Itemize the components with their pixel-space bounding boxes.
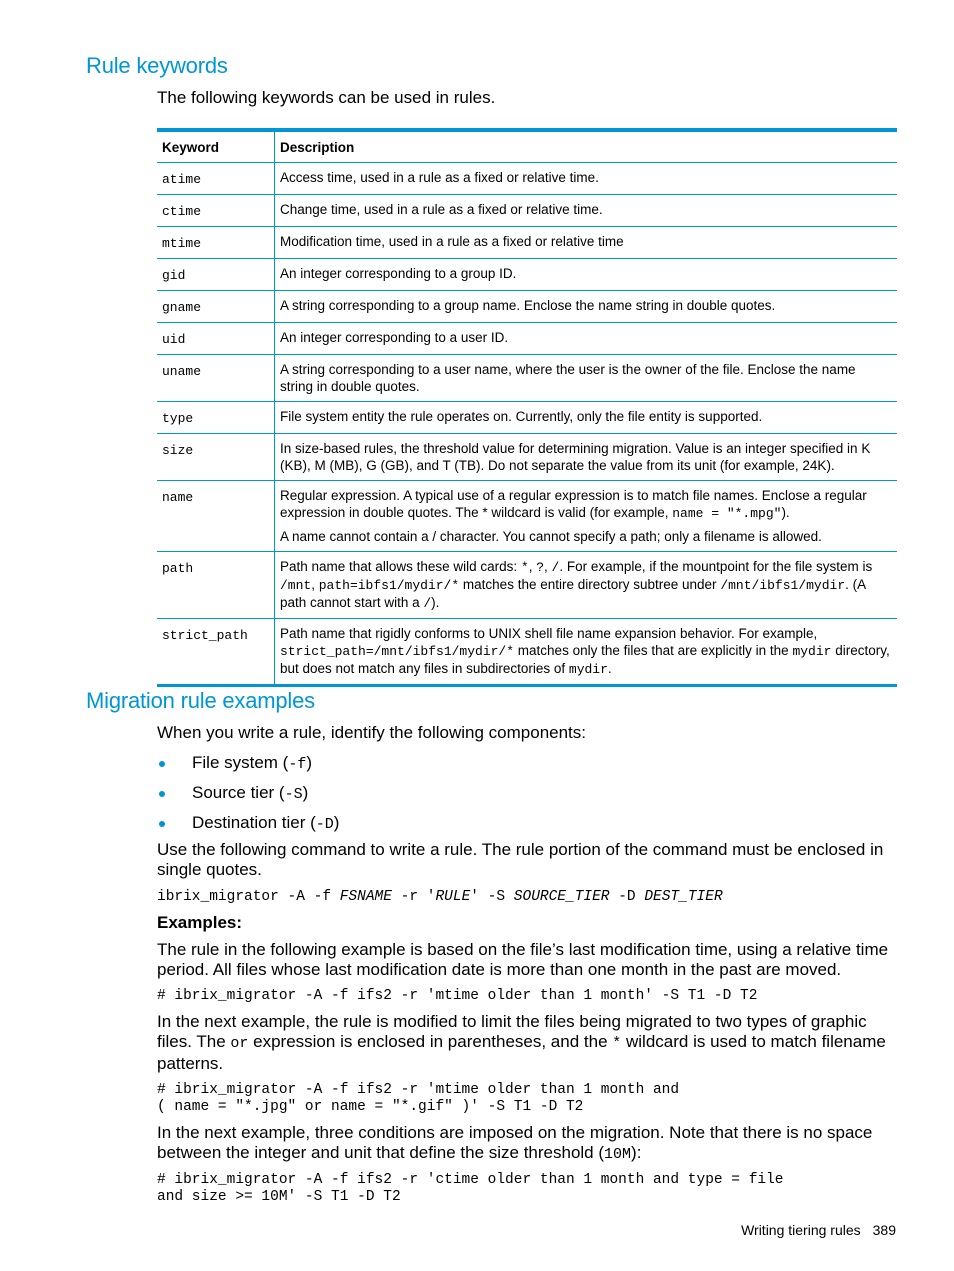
bullet-icon: [159, 791, 165, 797]
inline-code: -S: [284, 786, 303, 803]
description-cell: Modification time, used in a rule as a fixed or relative time: [275, 227, 898, 259]
para-text: wildcard is used to match filename patterns.: [157, 1032, 886, 1073]
keyword-cell: name: [157, 481, 275, 552]
desc-text: directory, but does not match any files in subdirectories of: [280, 643, 890, 676]
desc-text: ,: [528, 559, 537, 574]
table-row: [157, 481, 897, 552]
table-row: [157, 552, 897, 619]
list-item: [157, 752, 339, 782]
description-cell: An integer corresponding to a user ID.: [275, 323, 898, 355]
para-text: expression is enclosed in parentheses, and the: [248, 1032, 613, 1051]
keyword-cell: size: [157, 434, 275, 481]
command-syntax: [157, 889, 723, 906]
section-title-migration-rule-examples: Migration rule examples: [86, 688, 315, 713]
table-row: [157, 355, 897, 402]
syntax-text: -r ': [391, 889, 436, 905]
table-row: [157, 434, 897, 481]
description-cell: A string corresponding to a user name, where the user is the owner of the file. Enclose the name string in double quotes.: [275, 355, 898, 402]
description-cell: [275, 619, 898, 686]
command-intro: Use the following command to write a rule. The rule portion of the command must be enclosed in single quotes.: [157, 840, 884, 879]
syntax-variable: FSNAME: [339, 889, 392, 905]
description-cell: File system entity the rule operates on. Currently, only the file entity is supported.: [275, 402, 898, 434]
footer-section-title: Writing tiering rules: [741, 1222, 861, 1238]
keyword-cell: ctime: [157, 195, 275, 227]
description-cell: Change time, used in a rule as a fixed or relative time.: [275, 195, 898, 227]
keyword-cell: type: [157, 402, 275, 434]
inline-code: mydir: [568, 662, 608, 677]
inline-code: *: [520, 560, 529, 575]
example-1-code: # ibrix_migrator -A -f ifs2 -r 'mtime older than 1 month' -S T1 -D T2: [157, 988, 758, 1004]
description-cell: In size-based rules, the threshold value for determining migration. Value is an integer specified in K (KB), M (MB), G (GB), and T (TB). Do not separate the value from its unit (for example, 24K).: [275, 434, 898, 481]
para-text: In the next example, three conditions are imposed on the migration. Note that there is no space between the integer and unit that define the size threshold (: [157, 1123, 873, 1162]
description-cell: [275, 552, 898, 619]
keyword-cell: gname: [157, 291, 275, 323]
rule-keywords-intro: The following keywords can be used in rules.: [157, 88, 496, 107]
para-text: In the next example, the rule is modified to limit the files being migrated to two types of graphic files. The: [157, 1012, 867, 1051]
inline-code: mydir: [792, 644, 832, 659]
inline-code: 10M: [604, 1146, 632, 1163]
desc-text: matches only the files that are explicitly in the: [514, 643, 793, 658]
description-cell: An integer corresponding to a group ID.: [275, 259, 898, 291]
desc-text: . For example, if the mountpoint for the file system is: [559, 559, 873, 574]
inline-code: -D: [315, 816, 334, 833]
keywords-table: [157, 128, 897, 687]
keyword-cell: strict_path: [157, 619, 275, 686]
components-list: [157, 752, 339, 842]
list-item-text: ): [333, 813, 340, 832]
inline-code: ?: [536, 560, 545, 575]
table-row: [157, 227, 897, 259]
syntax-variable: DEST_TIER: [644, 889, 723, 905]
list-item-text: ): [302, 783, 309, 802]
table-row: [157, 259, 897, 291]
example-1-text: The rule in the following example is based on the file’s last modification time, using a relative time period. All files whose last modification date is more than one month in the past are moved.: [157, 940, 889, 979]
description-cell: Access time, used in a rule as a fixed or relative time.: [275, 163, 898, 195]
example-3-text: [157, 1123, 897, 1165]
desc-text: . (A path cannot start with a: [280, 577, 866, 610]
syntax-variable: SOURCE_TIER: [513, 889, 610, 905]
description-cell: [275, 481, 898, 552]
inline-code: strict_path=/mnt/ibfs1/mydir/*: [280, 644, 515, 659]
list-item-text: ): [306, 753, 313, 772]
migration-intro: When you write a rule, identify the following components:: [157, 723, 587, 742]
keyword-cell: uid: [157, 323, 275, 355]
page-footer: [741, 1222, 896, 1238]
keyword-cell: gid: [157, 259, 275, 291]
desc-note: A name cannot contain a / character. You cannot specify a path; only a filename is allowed.: [280, 529, 822, 544]
inline-code: or: [230, 1035, 249, 1052]
bullet-icon: [159, 821, 165, 827]
inline-code: name = "*.mpg": [672, 506, 782, 521]
table-header-row: [157, 130, 897, 163]
inline-code: *: [612, 1035, 622, 1052]
table-row: [157, 402, 897, 434]
inline-code: path=ibfs1/mydir/*: [318, 578, 460, 593]
inline-code: /mnt: [280, 578, 312, 593]
desc-text: ).: [431, 595, 440, 610]
page-number: 389: [872, 1222, 896, 1238]
table-row: [157, 163, 897, 195]
desc-text: Regular expression. A typical use of a regular expression is to match file names. Enclose a regular expression in double quotes. The * wildcard is valid (for example,: [280, 488, 867, 520]
desc-text: matches the entire directory subtree under: [459, 577, 721, 592]
header-description: Description: [275, 130, 898, 163]
list-item: [157, 812, 339, 842]
syntax-text: -D: [609, 889, 645, 905]
para-text: ):: [631, 1143, 642, 1162]
header-keyword: Keyword: [157, 130, 275, 163]
keyword-cell: atime: [157, 163, 275, 195]
syntax-variable: RULE: [435, 889, 471, 905]
table-row: [157, 291, 897, 323]
table-row: [157, 619, 897, 686]
example-3-code: # ibrix_migrator -A -f ifs2 -r 'ctime older than 1 month and type = file and size >= 10M' -S T1 -D T2: [157, 1172, 784, 1205]
keyword-cell: mtime: [157, 227, 275, 259]
list-item-text: Destination tier (: [192, 813, 316, 832]
inline-code: /: [423, 596, 432, 611]
examples-label: Examples:: [157, 913, 243, 932]
list-item: [157, 782, 339, 812]
keyword-cell: uname: [157, 355, 275, 402]
desc-text: ,: [311, 577, 319, 592]
bullet-icon: [159, 761, 165, 767]
example-2-text: [157, 1012, 897, 1074]
syntax-text: ibrix_migrator -A -f: [157, 889, 340, 905]
desc-text: Path name that allows these wild cards:: [280, 559, 521, 574]
inline-code: /: [551, 560, 560, 575]
example-2-code: # ibrix_migrator -A -f ifs2 -r 'mtime older than 1 month and ( name = "*.jpg" or name = "*.gif" )' -S T1 -D T2: [157, 1082, 680, 1115]
desc-text: .: [607, 661, 612, 676]
table-row: [157, 195, 897, 227]
keyword-cell: path: [157, 552, 275, 619]
list-item-text: Source tier (: [192, 783, 285, 802]
desc-text: ).: [781, 505, 790, 520]
description-cell: A string corresponding to a group name. Enclose the name string in double quotes.: [275, 291, 898, 323]
section-title-rule-keywords: Rule keywords: [86, 53, 228, 78]
desc-text: Path name that rigidly conforms to UNIX shell file name expansion behavior. For example,: [280, 626, 818, 641]
syntax-text: ' -S: [470, 889, 514, 905]
inline-code: -f: [288, 756, 307, 773]
list-item-text: File system (: [192, 753, 289, 772]
inline-code: /mnt/ibfs1/mydir: [720, 578, 846, 593]
table-row: [157, 323, 897, 355]
desc-text: ,: [544, 559, 552, 574]
